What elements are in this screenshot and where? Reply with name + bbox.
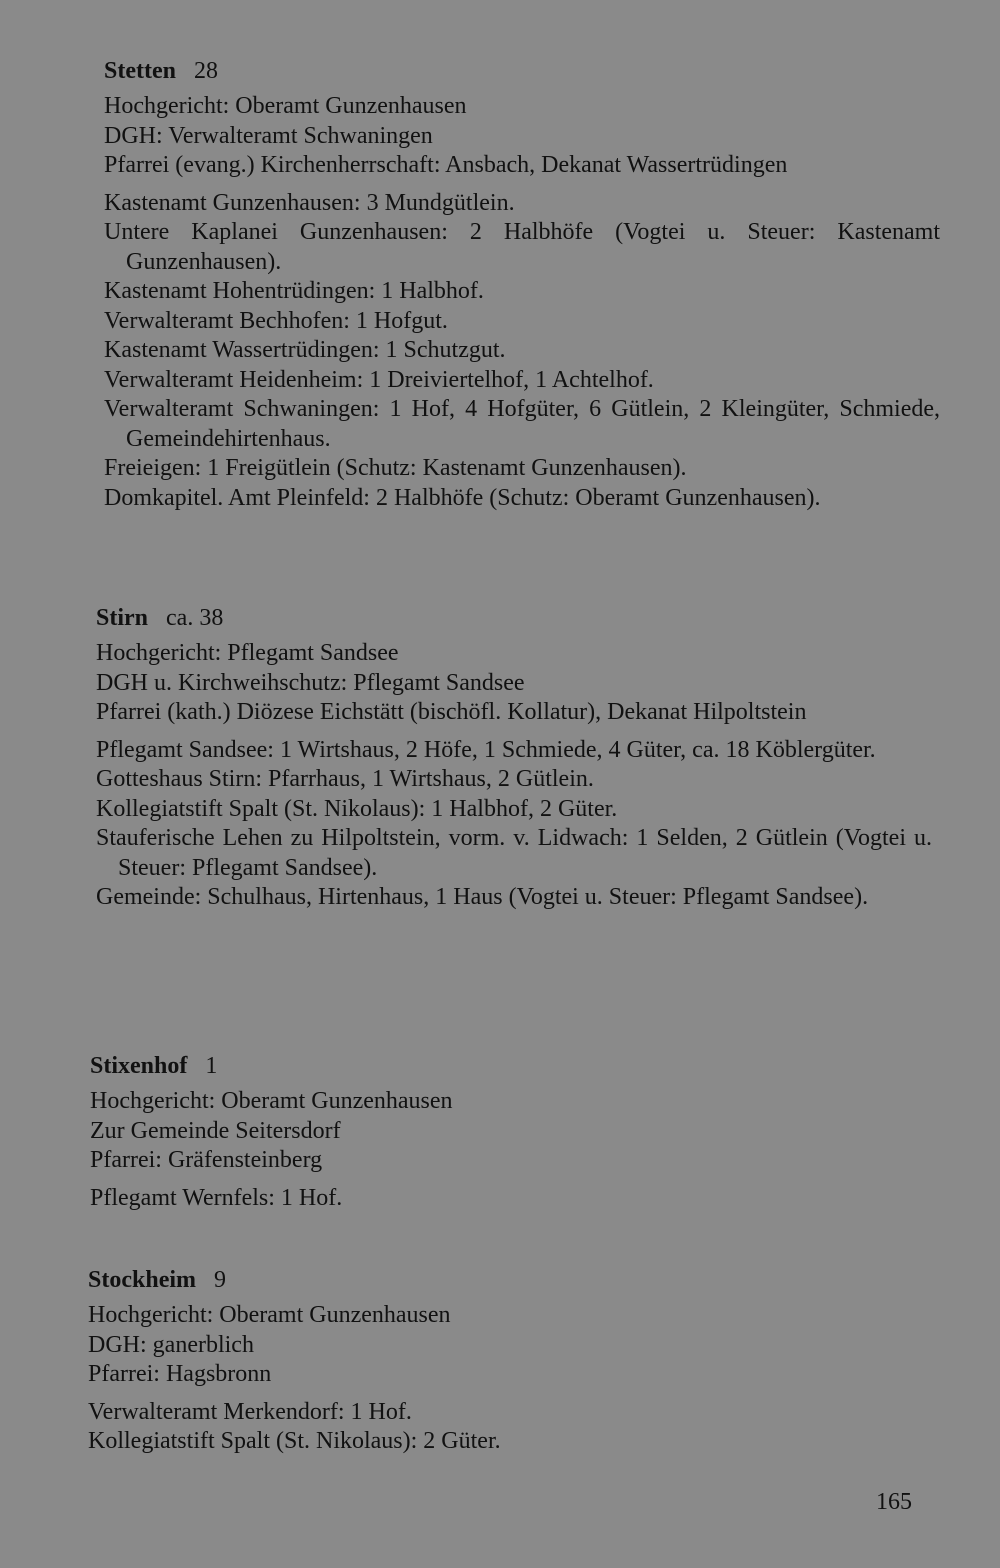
info-line: Hochgericht: Oberamt Gunzenhausen (90, 1088, 453, 1114)
holding-line: Untere Kaplanei Gunzenhausen: 2 Halbhöfe (Vogtei u. Steuer: Kastenamt Gunzenhausen). (104, 219, 940, 275)
holding-line: Freieigen: 1 Freigütlein (Schutz: Kastenamt Gunzenhausen). (104, 455, 687, 481)
entry-heading (90, 1051, 926, 1081)
info-line: DGH u. Kirchweihschutz: Pflegamt Sandsee (96, 669, 525, 696)
info-line: Pfarrei: Gräfensteinberg (90, 1147, 323, 1173)
info-line: Pfarrei: Hagsbronn (88, 1361, 272, 1387)
holding-line: Domkapitel. Amt Pleinfeld: 2 Halbhöfe (Schutz: Oberamt Gunzenhausen). (104, 484, 821, 511)
holding-line: Stauferische Lehen zu Hilpoltstein, vorm. v. Lidwach: 1 Selden, 2 Gütlein (Vogtei u. Steuer: Pflegamt Sandsee). (96, 825, 932, 881)
page-number: 165 (876, 1489, 912, 1515)
place-name: Stockheim (88, 1267, 196, 1293)
place-count: 1 (205, 1053, 218, 1079)
holding-line: Verwalteramt Schwaningen: 1 Hof, 4 Hofgüter, 6 Gütlein, 2 Kleingüter, Schmiede, Gemeindehirtenhaus. (104, 396, 940, 452)
entry-stirn (96, 603, 932, 913)
place-name: Stixenhof (90, 1053, 188, 1079)
holding-line: Gemeinde: Schulhaus, Hirtenhaus, 1 Haus (Vogtei u. Steuer: Pflegamt Sandsee). (96, 884, 869, 910)
place-count: 9 (214, 1267, 226, 1293)
info-line: Pfarrei (kath.) Diözese Eichstätt (bischöfl. Kollatur), Dekanat Hilpoltstein (96, 699, 807, 725)
info-line: Hochgericht: Oberamt Gunzenhausen (104, 93, 467, 119)
holding-line: Kollegiatstift Spalt (St. Nikolaus): 2 Güter. (88, 1428, 501, 1454)
entry-stixenhof (90, 1051, 926, 1213)
info-line: Pfarrei (evang.) Kirchenherrschaft: Ansbach, Dekanat Wassertrüdingen (104, 152, 788, 178)
holding-line: Kastenamt Wassertrüdingen: 1 Schutzgut. (104, 337, 506, 363)
holding-line: Kastenamt Hohentrüdingen: 1 Halbhof. (104, 278, 484, 304)
holding-line: Kollegiatstift Spalt (St. Nikolaus): 1 Halbhof, 2 Güter. (96, 795, 618, 822)
info-line: Zur Gemeinde Seitersdorf (90, 1117, 341, 1144)
entry-heading (88, 1265, 924, 1295)
entry-heading (96, 603, 932, 633)
place-name: Stirn (96, 605, 149, 631)
entry-heading (104, 56, 940, 86)
info-line: DGH: Verwalteramt Schwaningen (104, 122, 433, 149)
entry-stetten (104, 56, 940, 513)
holding-line: Kastenamt Gunzenhausen: 3 Mundgütlein. (104, 189, 515, 216)
holding-line: Gotteshaus Stirn: Pfarrhaus, 1 Wirtshaus, 2 Gütlein. (96, 766, 594, 792)
holding-line: Pflegamt Wernfels: 1 Hof. (90, 1184, 343, 1211)
holding-line: Pflegamt Sandsee: 1 Wirtshaus, 2 Höfe, 1 Schmiede, 4 Güter, ca. 18 Köblergüter. (96, 736, 876, 763)
place-name: Stetten (104, 58, 176, 84)
info-line: DGH: ganerblich (88, 1331, 254, 1358)
entry-stockheim (88, 1265, 924, 1457)
holding-line: Verwalteramt Bechhofen: 1 Hofgut. (104, 307, 448, 334)
place-count: ca. 38 (166, 605, 224, 631)
info-line: Hochgericht: Pflegamt Sandsee (96, 640, 399, 666)
holding-line: Verwalteramt Heidenheim: 1 Dreiviertelhof, 1 Achtelhof. (104, 366, 654, 393)
info-line: Hochgericht: Oberamt Gunzenhausen (88, 1302, 451, 1328)
place-count: 28 (193, 58, 218, 84)
holding-line: Verwalteramt Merkendorf: 1 Hof. (88, 1398, 412, 1425)
